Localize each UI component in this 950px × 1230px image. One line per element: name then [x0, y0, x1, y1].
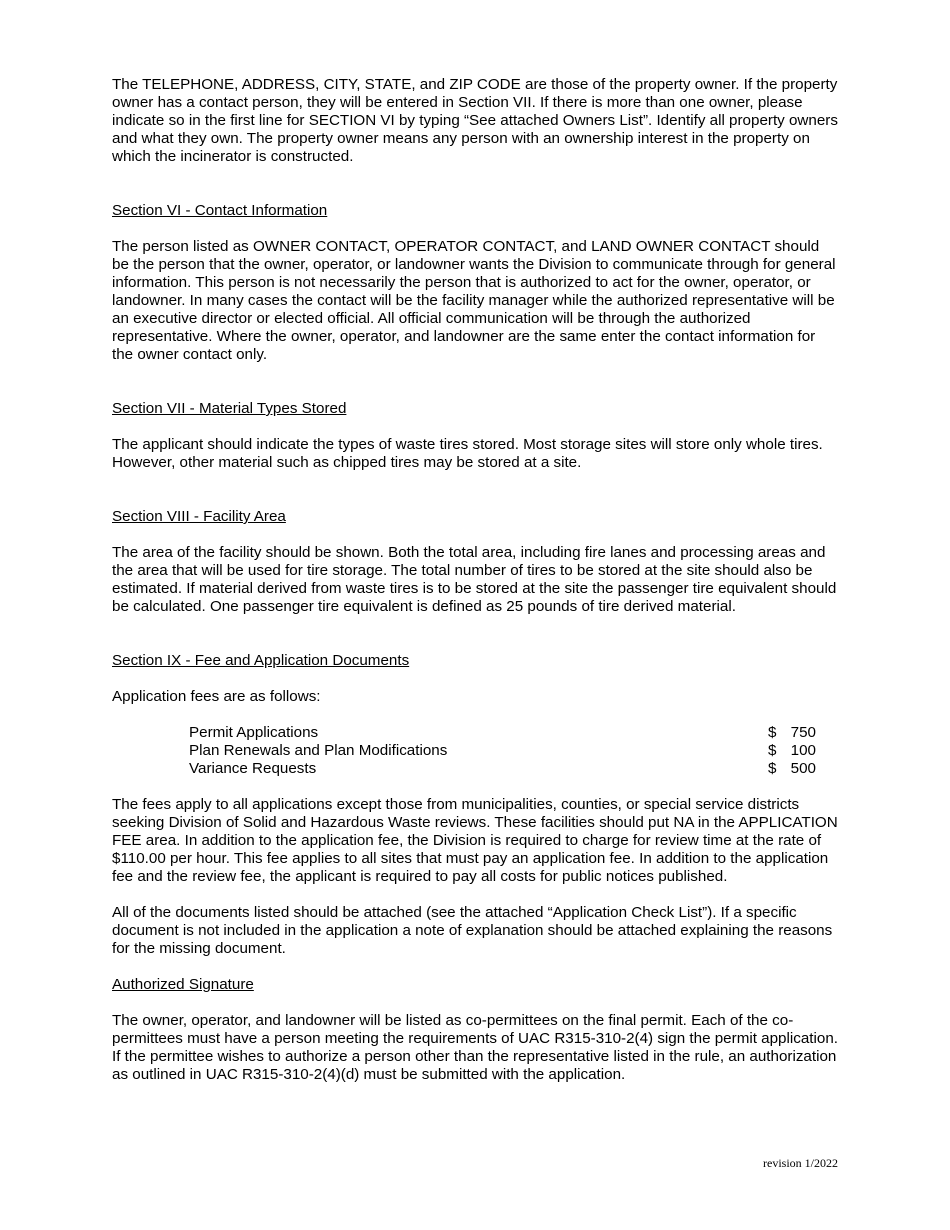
fee-amount: [768, 760, 816, 778]
intro-paragraph: The TELEPHONE, ADDRESS, CITY, STATE, and ZIP CODE are those of the property owner. If the property owner has a contact person, they will be entered in Section VII. If there is more than one owner, please indicate so in the first line for SECTION VI by typing “See attached Owners List”. Identify all property owners and what they own. The property owner means any person with an ownership interest in the property on which the incinerator is constructed.: [112, 76, 838, 165]
fee-value: 500: [790, 760, 816, 777]
fee-table: [189, 724, 816, 778]
section-vi-body: The person listed as OWNER CONTACT, OPERATOR CONTACT, and LAND OWNER CONTACT should be the person that the owner, operator, or landowner wants the Division to communicate through for general information. This person is not necessarily the person that is authorized to act for the owner, operator, or landowner. In many cases the contact will be the facility manager while the authorized representative will be an executive director or elected official. All official communication will be through the authorized representative. Where the owner, operator, and landowner are the same enter the contact information for the owner contact only.: [112, 238, 836, 363]
fee-label: Variance Requests: [189, 760, 317, 777]
section-viii-heading: Section VIII - Facility Area: [112, 508, 286, 525]
fee-amount: [768, 742, 816, 760]
authorized-signature-body: The owner, operator, and landowner will be listed as co-permittees on the final permit. Each of the co-permittees must have a person meeting the requirements of UAC R315-310-2(4) sign the permit application. If the permittee wishes to authorize a person other than the representative listed in the rule, an authorization as outlined in UAC R315-310-2(4)(d) must be submitted with the application.: [112, 1012, 838, 1083]
fee-currency: $: [768, 724, 777, 741]
fee-value: 100: [790, 742, 816, 759]
section-viii-body: The area of the facility should be shown. Both the total area, including fire lanes and processing areas and the area that will be used for tire storage. The total number of tires to be stored at the site should also be estimated. If material derived from waste tires is to be stored at the site the passenger tire equivalent should be calculated. One passenger tire equivalent is defined as 25 pounds of tire derived material.: [112, 544, 837, 615]
fee-value: 750: [790, 724, 816, 741]
fees-note: The fees apply to all applications except those from municipalities, counties, or special service districts seeking Division of Solid and Hazardous Waste reviews. These facilities should put NA in the APPLICATION FEE area. In addition to the application fee, the Division is required to charge for review time at the rate of $110.00 per hour. This fee applies to all sites that must pay an application fee. In addition to the application fee and the review fee, the applicant is required to pay all costs for public notices published.: [112, 796, 838, 885]
fee-currency: $: [768, 742, 777, 759]
revision-label: revision 1/2022: [763, 1156, 838, 1170]
fee-row: [189, 742, 816, 760]
document-page: [112, 76, 840, 1084]
fee-row: [189, 724, 816, 742]
section-vii-heading: Section VII - Material Types Stored: [112, 400, 347, 417]
fee-label: Plan Renewals and Plan Modifications: [189, 742, 448, 759]
fees-intro: Application fees are as follows:: [112, 688, 321, 705]
fee-currency: $: [768, 760, 777, 777]
section-ix-heading: Section IX - Fee and Application Documents: [112, 652, 410, 669]
fee-row: [189, 760, 816, 778]
section-vi-heading: Section VI - Contact Information: [112, 202, 328, 219]
section-vii-body: The applicant should indicate the types of waste tires stored. Most storage sites will store only whole tires. However, other material such as chipped tires may be stored at a site.: [112, 436, 823, 471]
authorized-signature-heading: Authorized Signature: [112, 976, 254, 993]
fee-label: Permit Applications: [189, 724, 319, 741]
documents-note: All of the documents listed should be attached (see the attached “Application Check List”). If a specific document is not included in the application a note of explanation should be attached explaining the reasons for the missing document.: [112, 904, 833, 957]
fee-amount: [768, 724, 816, 742]
